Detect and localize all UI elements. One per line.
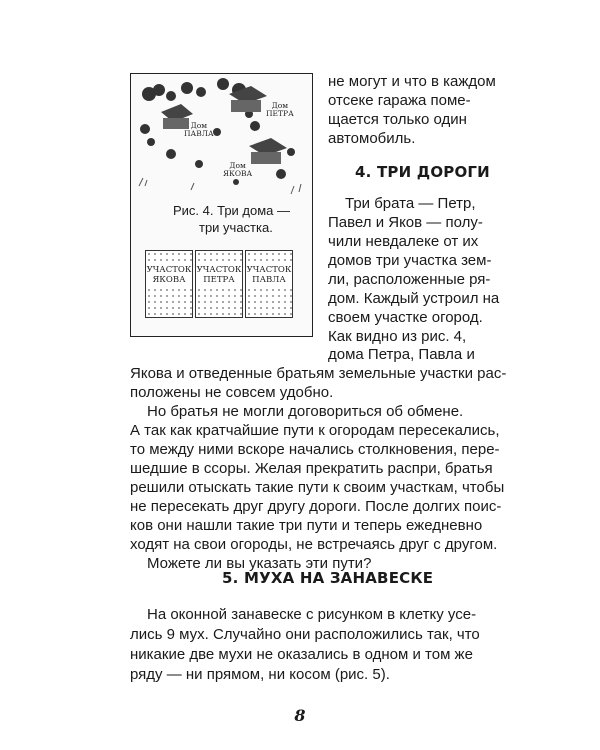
text-line: не пересекать друг другу дороги. После долгих поис- <box>130 497 502 515</box>
house-yakov-icon <box>249 138 287 164</box>
text-line: На оконной занавеске с рисунком в клетку усе- <box>147 606 477 623</box>
house-label-yakov: Дом ЯКОВА <box>223 161 253 178</box>
section-title-4: 4. ТРИ ДОРОГИ <box>355 163 490 182</box>
houses-illustration <box>131 74 311 209</box>
text-line: решили отыскать такие пути к своим участкам, чтобы <box>130 478 505 496</box>
text-line: Можете ли вы указать эти пути? <box>147 554 372 572</box>
page-number: 8 <box>294 706 306 725</box>
text-line: положены не совсем удобно. <box>130 384 334 402</box>
text-line: лись 9 мух. Случайно они расположились так, что <box>130 626 480 643</box>
text-line: Как видно из рис. 4, <box>328 327 467 345</box>
figure-three-houses <box>130 73 313 337</box>
text-line: шедшие в ссоры. Желая прекратить распри, братья <box>130 460 493 477</box>
figure-caption-line1: Рис. 4. Три дома — <box>173 203 291 218</box>
text-line: Павел и Яков — полу- <box>328 214 483 232</box>
trees-icon <box>140 78 295 185</box>
text-line: ряду — ни прямом, ни косом (рис. 5). <box>130 666 390 683</box>
text-line: А так как кратчайшие пути к огородам пересекались, <box>130 422 500 440</box>
text-line: щается только один <box>328 110 467 128</box>
text-line: отсеке гаража поме- <box>328 91 471 109</box>
section-title-5: 5. МУХА НА ЗАНАВЕСКЕ <box>222 569 434 587</box>
plot-yakov <box>145 250 193 318</box>
text-line: дома Петра, Павла и <box>328 346 475 364</box>
house-label-pavel: Дом ПАВЛА <box>184 121 214 138</box>
plot-label-yakov: УЧАСТОК ЯКОВА <box>146 265 192 285</box>
text-line: ходят на свои огороды, не встречаясь друг с другом. <box>130 535 498 553</box>
text-line: домов три участка зем- <box>328 251 492 269</box>
text-line: Якова и отведенные братьям земельные участки рас- <box>130 365 507 383</box>
text-line: Но братья не могли договориться об обмене. <box>147 403 464 421</box>
plot-label-pavel: УЧАСТОК ПАВЛА <box>246 265 292 285</box>
text-line: то между ними вскоре начались столкновения, пере- <box>130 441 500 459</box>
text-line: Три брата — Петр, <box>345 195 476 213</box>
text-line: ли, расположенные ря- <box>328 270 491 288</box>
plot-petr <box>195 250 243 318</box>
house-label-petr: Дом ПЕТРА <box>266 101 294 118</box>
text-line: никакие две мухи не оказались в одном и том же <box>130 646 473 663</box>
text-line: дом. Каждый устроил на <box>328 289 500 307</box>
text-line: ков они нашли такие три пути и теперь ежедневно <box>130 516 483 534</box>
text-line: не могут и что в каждом <box>328 73 496 90</box>
text-line: автомобиль. <box>328 129 416 147</box>
plot-label-petr: УЧАСТОК ПЕТРА <box>196 265 242 285</box>
text-line: своем участке огород. <box>328 308 483 326</box>
plot-pavel <box>245 250 293 318</box>
text-line: чили невдалеке от их <box>328 232 479 250</box>
figure-caption-line2: три участка. <box>199 220 273 235</box>
